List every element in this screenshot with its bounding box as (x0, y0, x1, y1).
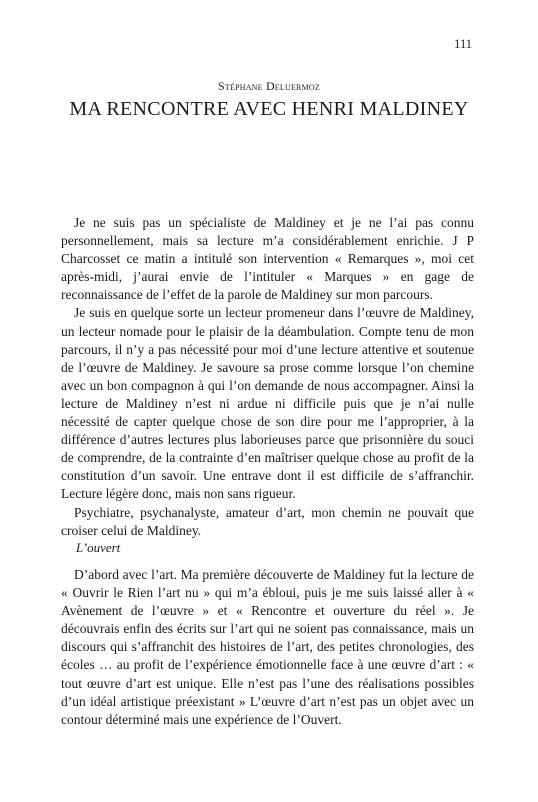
paragraph: D’abord avec l’art. Ma première découverte de Maldiney fut la lecture de « Ouvrir le Rien l’art nu » qui m’a ébloui, puis je me suis laissé aller à « Avènement de l’œuvre » et « Rencontre et ouverture du réel ». Je découvrais enfin des écrits sur l’art qui ne soient pas connaissance, mais un discours qui s’affranchit des histoires de l’art, des petites chronologies, des écoles … au profit de l’expérience émotionnelle face à une œuvre d’art : « tout œuvre d’art est unique. Elle n’est pas l’une des réalisations possibles d’un idéal artistique préexistant » L’œuvre d’art n’est pas un objet avec un contour déterminé mais une expérience de l’Ouvert. (61, 567, 474, 727)
paragraph: Je suis en quelque sorte un lecteur promeneur dans l’œuvre de Maldiney, un lecteur nomade pour le plaisir de la déambulation. Compte tenu de mon parcours, il n’y a pas nécessité pour moi d’une lecture attentive et soutenue de l’œuvre de Maldiney. Je savoure sa prose comme lorsque l’on chemine avec un bon compagnon à qui l’on demande de nous accompagner. Ainsi la lecture de Maldiney n’est ni ardue ni difficile puis que je n’ai nulle nécessité de capter quelque chose de son dire pour me l’approprier, à la différence d’autres lectures plus laborieuses parce que prisonnière du souci de comprendre, de la contrainte d’en maîtriser quelque chose au profit de la constitution d’un savoir. Une entrave dont il est difficile de s’affranchir. Lecture légère donc, mais non sans rigueur. (61, 305, 474, 502)
article-title: MA RENCONTRE AVEC HENRI MALDINEY (69, 98, 469, 120)
author-name: Stéphane Deluermoz (218, 79, 320, 93)
page-number: 111 (454, 37, 472, 51)
intro-text (61, 214, 474, 540)
section-text (61, 566, 474, 729)
section-heading: L’ouvert (76, 540, 121, 555)
paragraph: Je ne suis pas un spécialiste de Maldiney et je ne l’ai pas connu personnellement, mais sa lecture m’a considérablement enrichie. J P Charcosset ce matin a intitulé son intervention « Remarques », moi cet après-midi, j’aurai envie de l’intituler « Marques » en gage de reconnaissance de l’effet de la parole de Maldiney sur mon parcours. (61, 215, 474, 303)
paragraph: Psychiatre, psychanalyste, amateur d’art, mon chemin ne pouvait que croiser celui de Maldiney. (61, 504, 474, 538)
